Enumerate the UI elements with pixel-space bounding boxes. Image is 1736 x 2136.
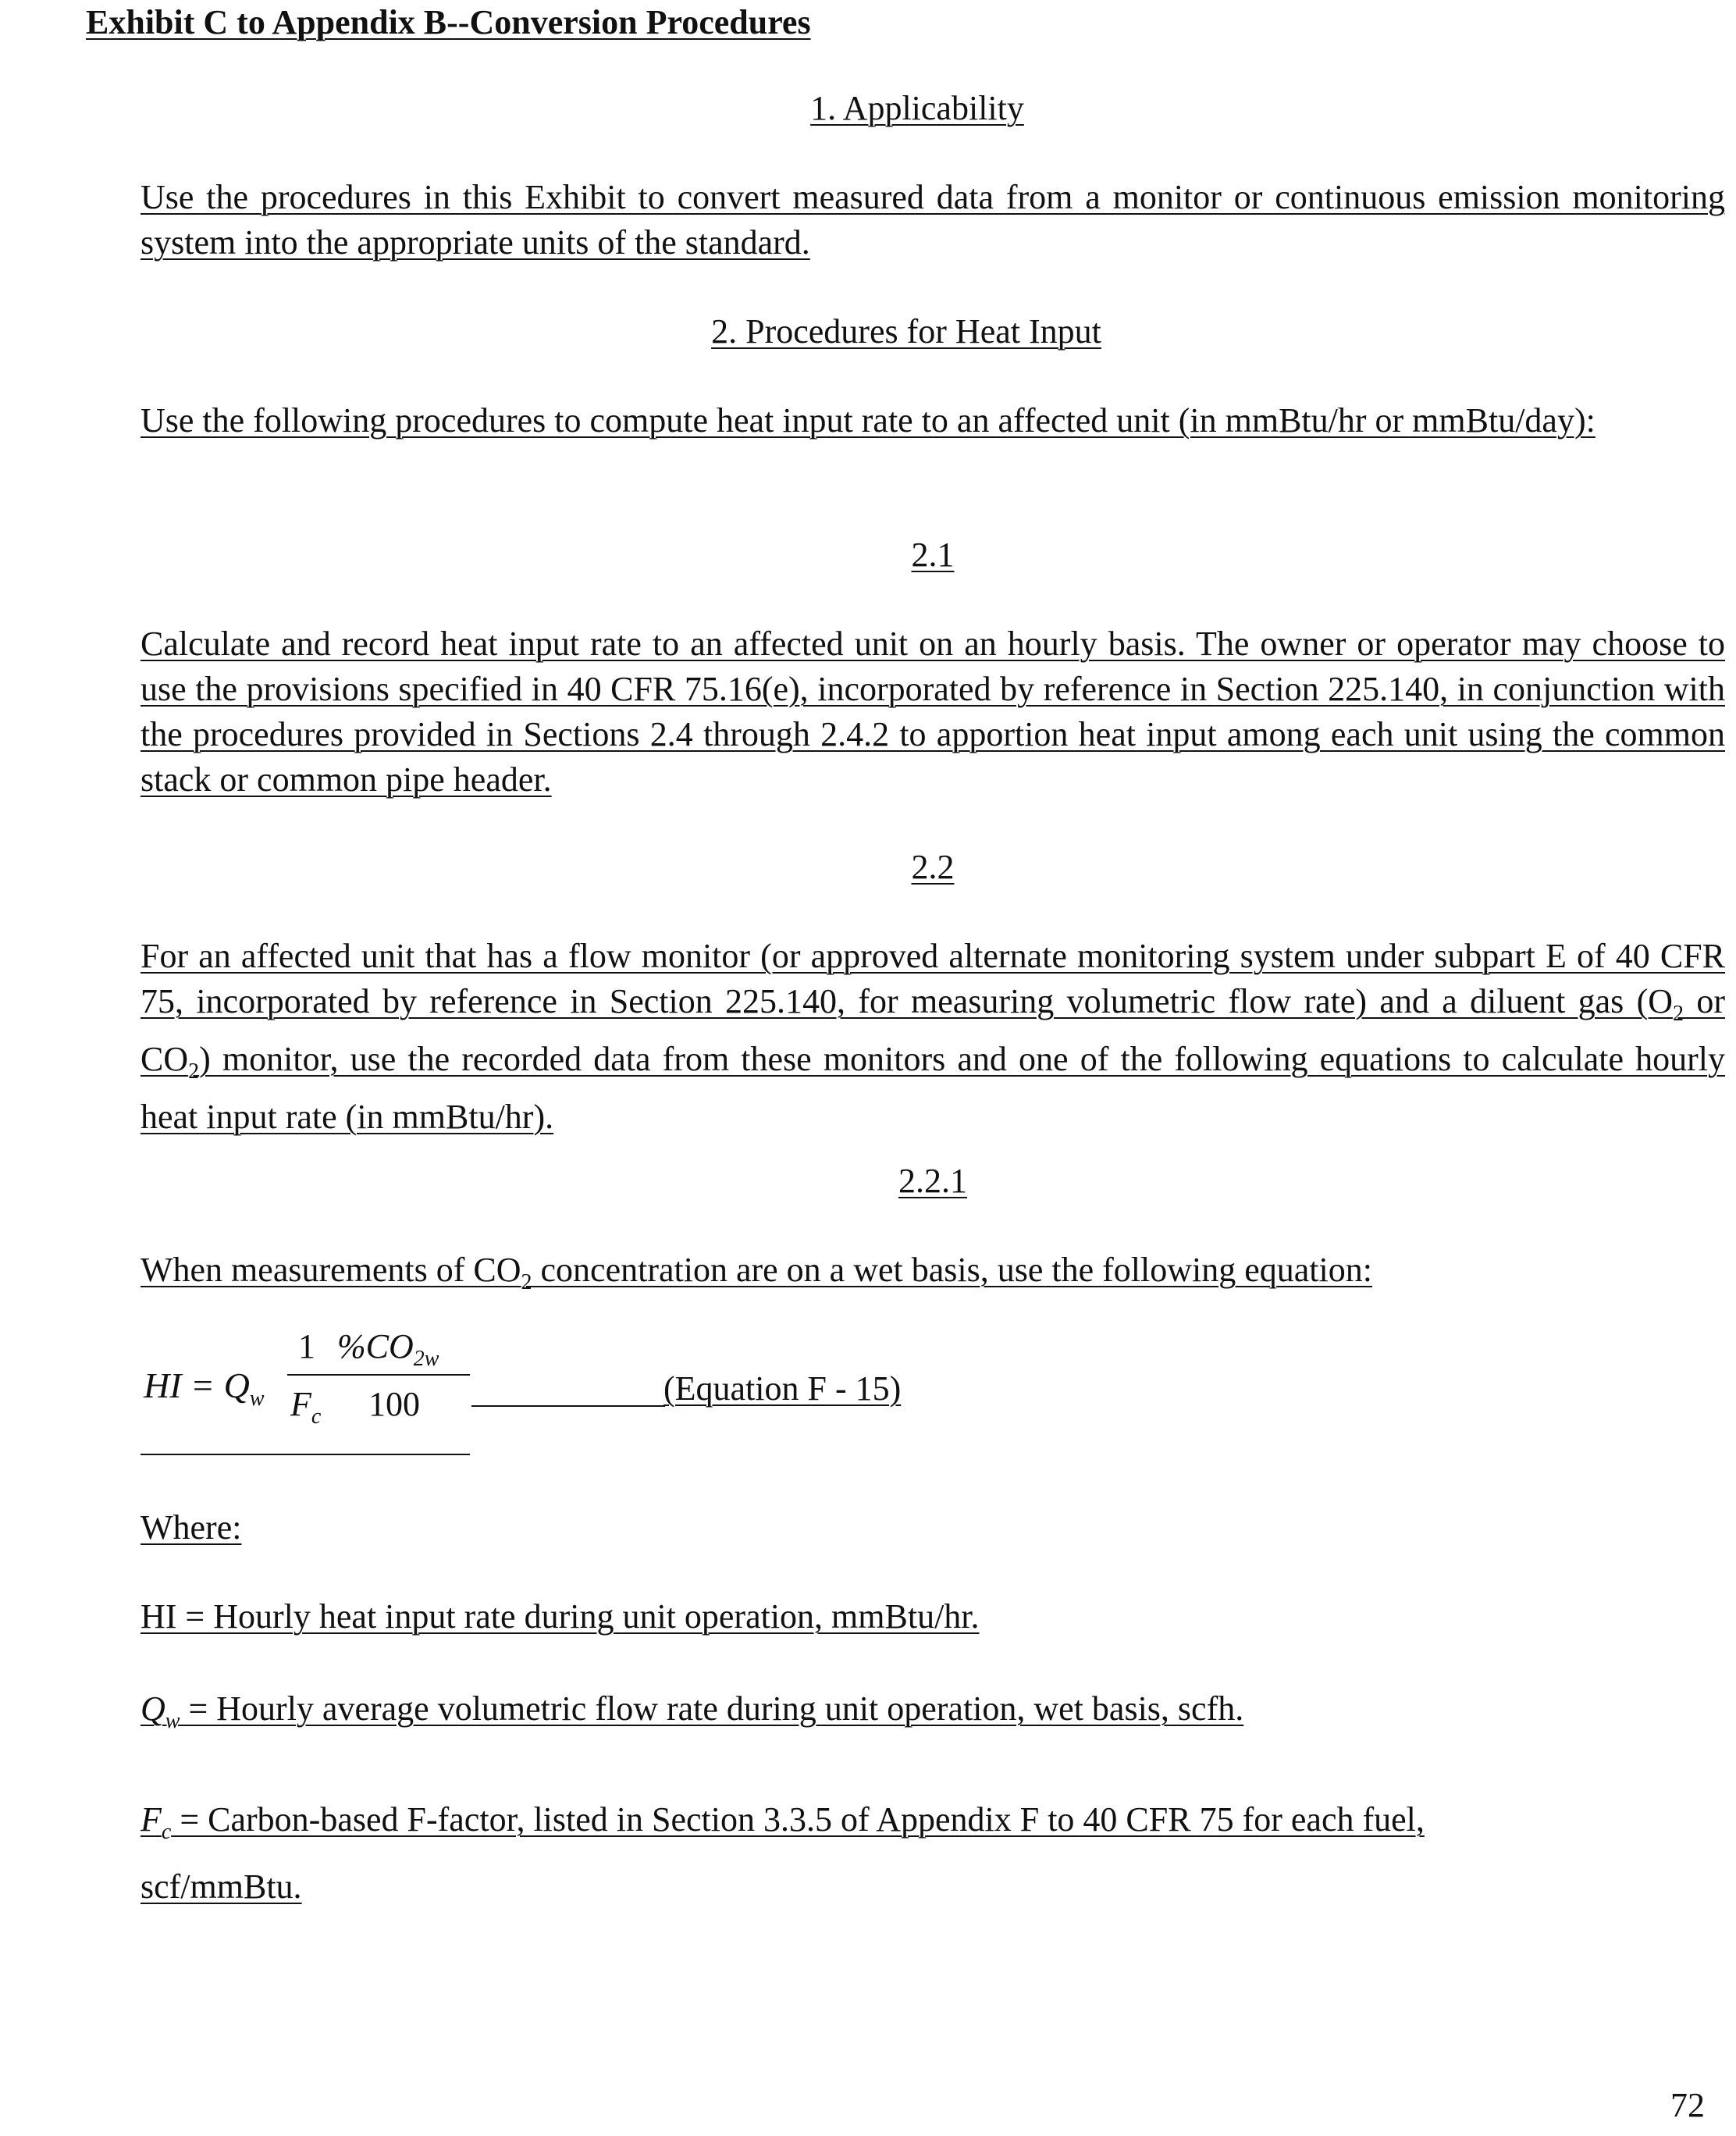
section-2-1-text: Calculate and record heat input rate to an affected unit on an hourly basis. The owner or operator may choose to use the provisions specified in 40 CFR 75.16(e), incorporated by reference in Section 225.140, in conjunction with the procedures provided in Sections 2.4 through 2.4.2 to apportion heat input among each unit using the common stack or common pipe header. <box>141 625 1725 799</box>
equation-label: (Equation F - 15) <box>663 1369 902 1408</box>
section-2-2-heading: 2.2 <box>911 848 955 886</box>
equation-den2: 100 <box>368 1385 420 1423</box>
definition-qw: $Q_w$ = Hourly average volumetric flow rate during unit operation, wet basis, scfh. <box>141 1689 1244 1733</box>
equation-lhs: HI = $Q_w$ <box>144 1365 265 1412</box>
section-2-text: Use the following procedures to compute heat input rate to an affected unit (in mmBtu/hr or mmBtu/day): <box>141 401 1595 440</box>
definition-fc-units: scf/mmBtu. <box>141 1867 302 1906</box>
section-2-2-1-heading: 2.2.1 <box>898 1162 967 1200</box>
section-1-text: Use the procedures in this Exhibit to convert measured data from a monitor or continuous emission monitoring system into the appropriate units of the standard. <box>141 178 1725 262</box>
equation-underline <box>471 1405 665 1407</box>
fraction-bar-1 <box>287 1374 328 1376</box>
equation-den1: $F_c$ <box>290 1385 322 1429</box>
section-2-2-1-text: When measurements of $CO_2$ concentration are on a wet basis, use the following equation: <box>141 1251 1372 1294</box>
section-2-heading: 2. Procedures for Heat Input <box>711 312 1101 351</box>
section-2-1-heading: 2.1 <box>911 536 955 574</box>
page-title: Exhibit C to Appendix B--Conversion Procedures <box>86 3 811 41</box>
page-number: 72 <box>1670 2086 1705 2124</box>
equation-num1: 1 <box>298 1327 315 1365</box>
section-1-heading: 1. Applicability <box>810 89 1024 127</box>
definition-fc: $F_c$ = Carbon-based F-factor, listed in Section 3.3.5 of Appendix F to 40 CFR 75 for each fuel, <box>141 1800 1425 1844</box>
equation-baseline-rule <box>141 1454 470 1455</box>
definition-hi: HI = Hourly heat input rate during unit operation, mmBtu/hr. <box>141 1597 980 1636</box>
fraction-bar-2 <box>328 1374 470 1376</box>
where-label: Where: <box>141 1508 242 1547</box>
equation-num2: $\%CO_{2w}$ <box>337 1327 439 1371</box>
section-2-2-text: For an affected unit that has a flow monitor (or approved alternate monitoring system under subpart E of 40 CFR 75, incorporated by reference in Section 225.140, for measuring volumetric flow rate) and a diluent gas ($O_2$ or $CO_2$) monitor, use the recorded data from these monitors and one of the following equations to calculate hourly heat input rate (in mmBtu/hr). <box>141 937 1726 1136</box>
